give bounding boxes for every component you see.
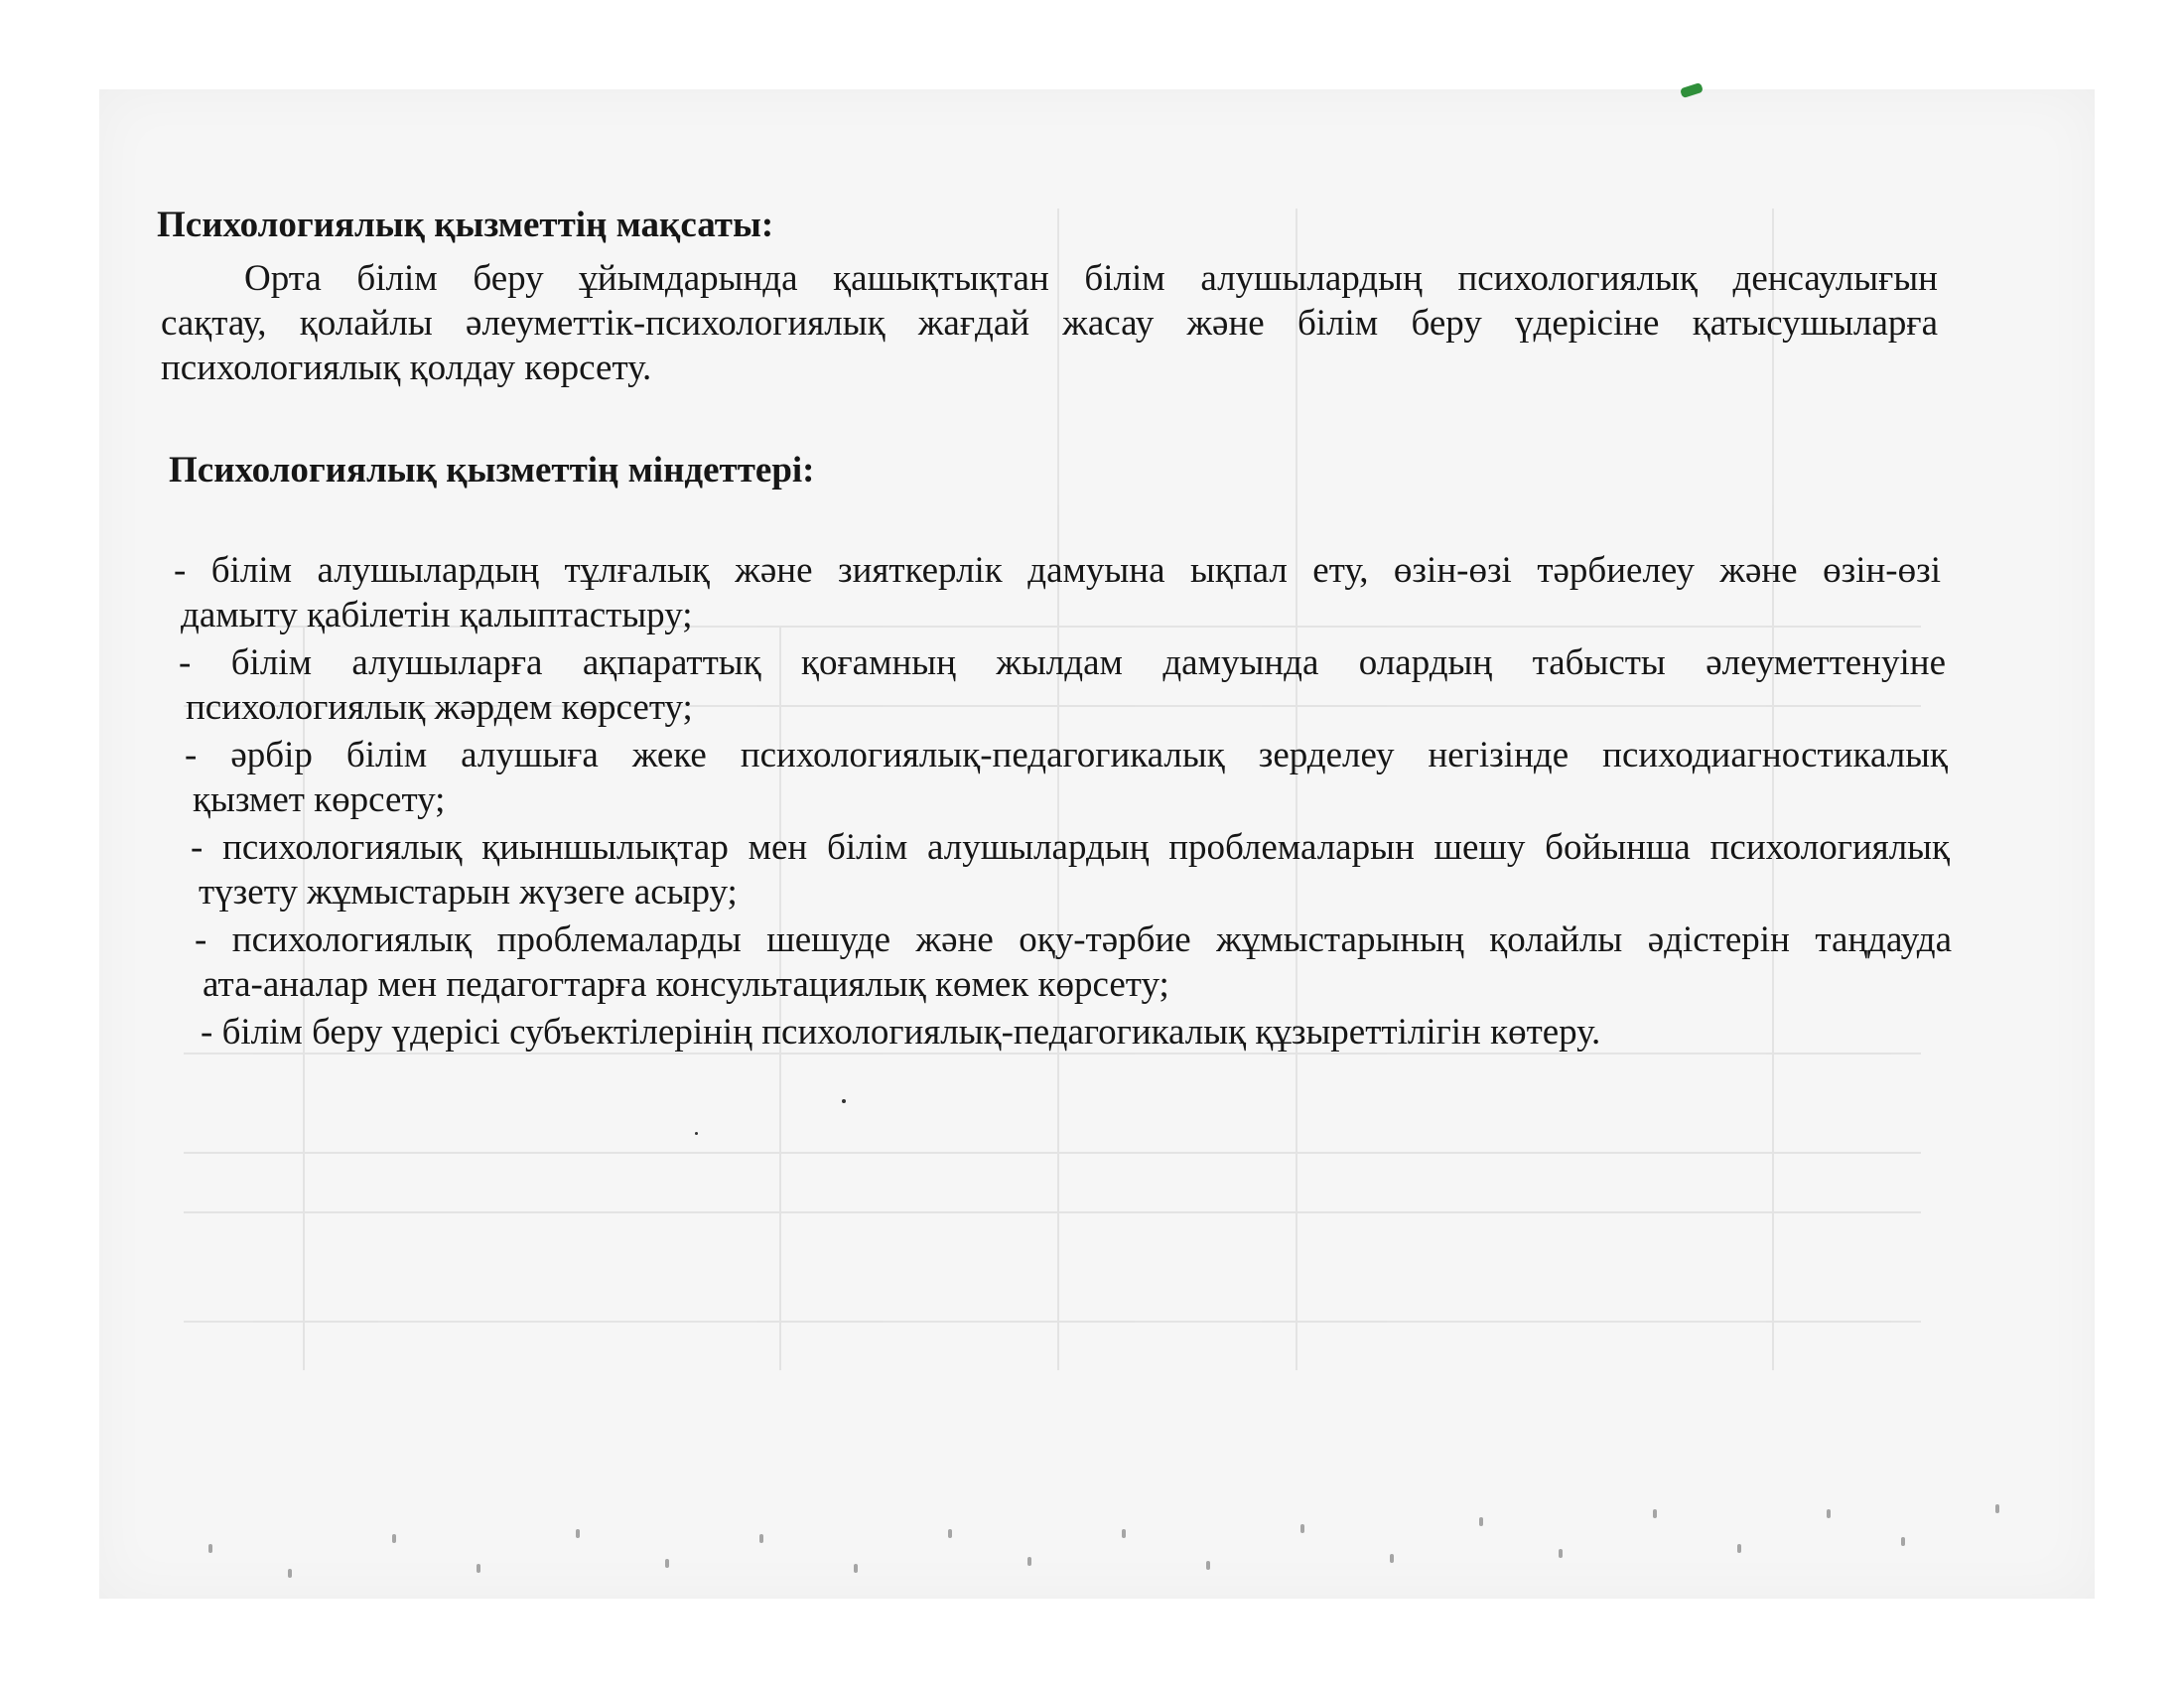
purpose-paragraph	[161, 256, 1938, 390]
task-line: түзету жұмыстарын жүзеге асыру;	[199, 872, 738, 913]
task-line: - білім алушылардың тұлғалық және зияткерлік дамуына ықпал ету, өзін-өзі тәрбиелеу және өзін-өзі	[174, 550, 1941, 591]
task-line: - психологиялық қиыншылықтар мен білім алушылардың проблемаларын шешу бойынша психологиялық	[191, 827, 1950, 868]
speck	[695, 1132, 698, 1135]
purpose-line: психологиялық қолдау көрсету.	[161, 348, 652, 388]
tasks-heading: Психологиялық қызметтің міндеттері:	[169, 450, 815, 491]
task-item	[174, 548, 1941, 637]
purpose-line: сақтау, қолайлы әлеуметтік-психологиялық жағдай жасау және білім беру үдерісіне қатысушыларға	[161, 303, 1938, 344]
purpose-line: Орта білім беру ұйымдарында қашықтықтан білім алушылардың психологиялық денсаулығын	[244, 258, 1938, 299]
task-line: психологиялық жәрдем көрсету;	[186, 687, 693, 728]
task-line: қызмет көрсету;	[193, 779, 446, 820]
task-line: дамыту қабілетін қалыптастыру;	[181, 595, 693, 635]
task-line: - білім беру үдерісі субъектілерінің психологиялық-педагогикалық құзыреттілігін көтеру.	[201, 1012, 1601, 1053]
task-line: - әрбір білім алушыға жеке психологиялық-педагогикалық зерделеу негізінде психодиагностикалық	[185, 735, 1948, 775]
task-line: ата-аналар мен педагогтарға консультациялық көмек көрсету;	[203, 964, 1169, 1005]
task-item	[185, 733, 1948, 822]
task-item	[201, 1010, 1690, 1055]
speck	[842, 1099, 846, 1103]
task-item	[195, 917, 1952, 1007]
task-line: - психологиялық проблемаларды шешуде және оқу-тәрбие жұмыстарының қолайлы әдістерін таңдауда	[195, 919, 1952, 960]
purpose-heading: Психологиялық қызметтің мақсаты:	[157, 205, 774, 245]
task-item	[179, 640, 1946, 730]
task-item	[191, 825, 1950, 914]
task-line: - білім алушыларға ақпараттық қоғамның жылдам дамуында олардың табысты әлеуметтенуіне	[179, 642, 1946, 683]
